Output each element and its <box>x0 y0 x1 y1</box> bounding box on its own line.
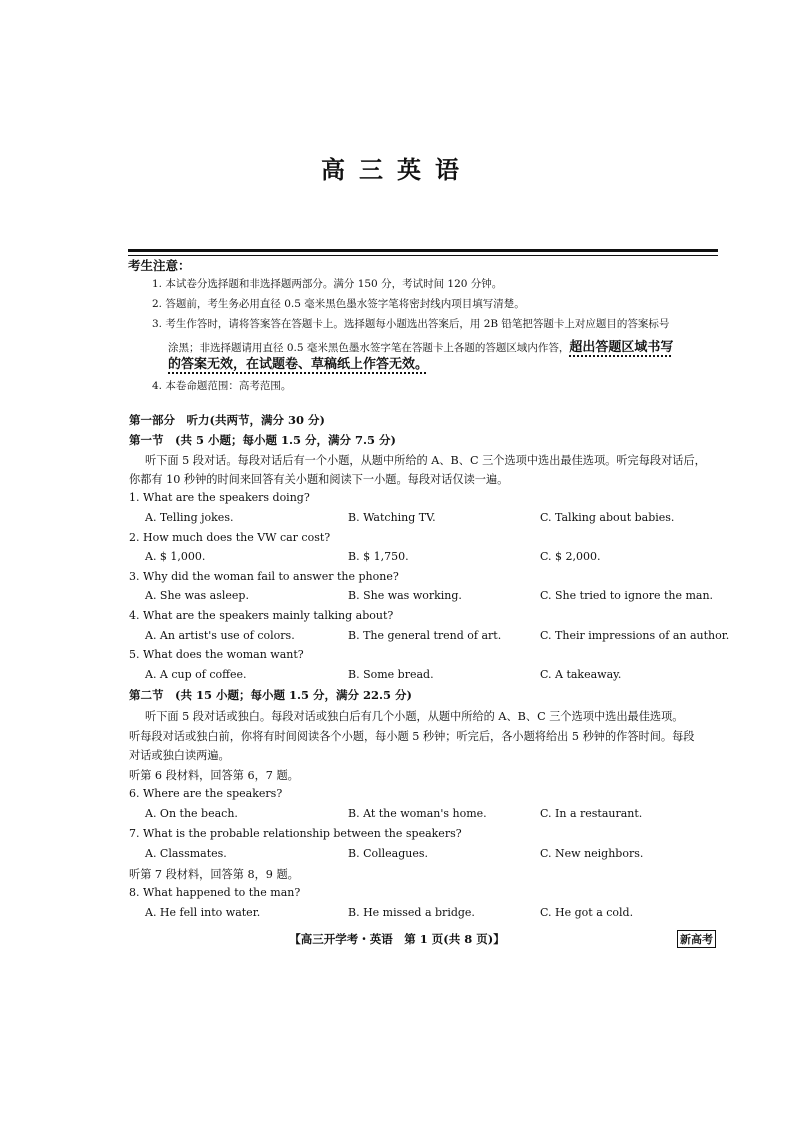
question-stem: 3. Why did the woman fail to answer the phone? <box>129 570 399 583</box>
option-c: C. A takeaway. <box>540 668 622 681</box>
option-a: A. $ 1,000. <box>145 550 206 563</box>
section2-instruction-line-1: 听下面 5 段对话或独白。每段对话或独白后有几个小题，从题中所给的 A、B、C 三个选项中选出最佳选项。 <box>145 710 684 723</box>
section2-instruction-line-2: 听每段对话或独白前，你将有时间阅读各个小题，每小题 5 秒钟；听完后，各小题将给出 5 秒钟的作答时间。每段 <box>129 730 695 743</box>
exam-type-stamp: 新高考 <box>677 930 716 948</box>
part1-heading: 第一部分 听力(共两节，满分 30 分) <box>129 413 325 427</box>
material-7-heading: 听第 7 段材料，回答第 8，9 题。 <box>129 868 299 881</box>
question-stem: 6. Where are the speakers? <box>129 787 283 800</box>
divider-thin <box>128 255 718 256</box>
notice-item-2: 2. 答题前，考生务必用直径 0.5 毫米黑色墨水签字笔将密封线内项目填写清楚。 <box>152 298 525 310</box>
option-c: C. New neighbors. <box>540 847 644 860</box>
page-footer: 【高三开学考・英语 第 1 页(共 8 页)】 <box>289 932 505 946</box>
option-b: B. At the woman's home. <box>348 807 487 820</box>
option-a: A. Telling jokes. <box>145 511 234 524</box>
section2-instruction-line-3: 对话或独白读两遍。 <box>129 749 230 762</box>
option-a: A. He fell into water. <box>145 906 261 919</box>
option-c: C. She tried to ignore the man. <box>540 589 714 602</box>
notice-emphasis-1: 超出答题区域书写 <box>569 340 674 355</box>
option-b: B. $ 1,750. <box>348 550 409 563</box>
option-b: B. Some bread. <box>348 668 434 681</box>
exam-title: 高三英语 <box>321 155 473 184</box>
material-6-heading: 听第 6 段材料，回答第 6，7 题。 <box>129 769 299 782</box>
option-a: A. A cup of coffee. <box>145 668 247 681</box>
option-c: C. In a restaurant. <box>540 807 643 820</box>
question-stem: 5. What does the woman want? <box>129 648 304 661</box>
notice-item-4: 4. 本卷命题范围：高考范围。 <box>152 380 292 392</box>
notice-item-1: 1. 本试卷分选择题和非选择题两部分。满分 150 分，考试时间 120 分钟。 <box>152 278 503 290</box>
option-b: B. Watching TV. <box>348 511 436 524</box>
section1-instruction-line-2: 你都有 10 秒钟的时间来回答有关小题和阅读下一小题。每段对话仅读一遍。 <box>129 473 509 486</box>
divider-thick <box>128 249 718 252</box>
question-stem: 1. What are the speakers doing? <box>129 491 310 504</box>
notice-item-3-line-2-text: 涂黑；非选择题请用直径 0.5 毫米黑色墨水签字笔在答题卡上各题的答题区域内作答， <box>168 342 570 354</box>
question-stem: 2. How much does the VW car cost? <box>129 531 331 544</box>
option-b: B. He missed a bridge. <box>348 906 475 919</box>
option-b: B. She was working. <box>348 589 462 602</box>
section1-heading: 第一节 (共 5 小题；每小题 1.5 分，满分 7.5 分) <box>129 433 396 447</box>
section1-instruction-line-1: 听下面 5 段对话。每段对话后有一个小题，从题中所给的 A、B、C 三个选项中选出最佳选项。听完每段对话后， <box>145 454 706 467</box>
section2-heading: 第二节 (共 15 小题；每小题 1.5 分，满分 22.5 分) <box>129 688 412 702</box>
question-stem: 7. What is the probable relationship between the speakers? <box>129 827 462 840</box>
option-b: B. Colleagues. <box>348 847 428 860</box>
option-c: C. He got a cold. <box>540 906 634 919</box>
notice-heading: 考生注意： <box>128 258 191 273</box>
option-a: A. Classmates. <box>145 847 227 860</box>
option-a: A. She was asleep. <box>145 589 249 602</box>
notice-emphasis-2: 的答案无效，在试题卷、草稿纸上作答无效。 <box>168 357 429 372</box>
option-c: C. $ 2,000. <box>540 550 601 563</box>
option-c: C. Talking about babies. <box>540 511 675 524</box>
option-a: A. An artist's use of colors. <box>145 629 295 642</box>
option-b: B. The general trend of art. <box>348 629 502 642</box>
option-a: A. On the beach. <box>145 807 238 820</box>
question-stem: 8. What happened to the man? <box>129 886 301 899</box>
option-c: C. Their impressions of an author. <box>540 629 730 642</box>
notice-item-3-line-1: 3. 考生作答时，请将答案答在答题卡上。选择题每小题选出答案后，用 2B 铅笔把答题卡上对应题目的答案标号 <box>152 318 670 330</box>
question-stem: 4. What are the speakers mainly talking about? <box>129 609 394 622</box>
